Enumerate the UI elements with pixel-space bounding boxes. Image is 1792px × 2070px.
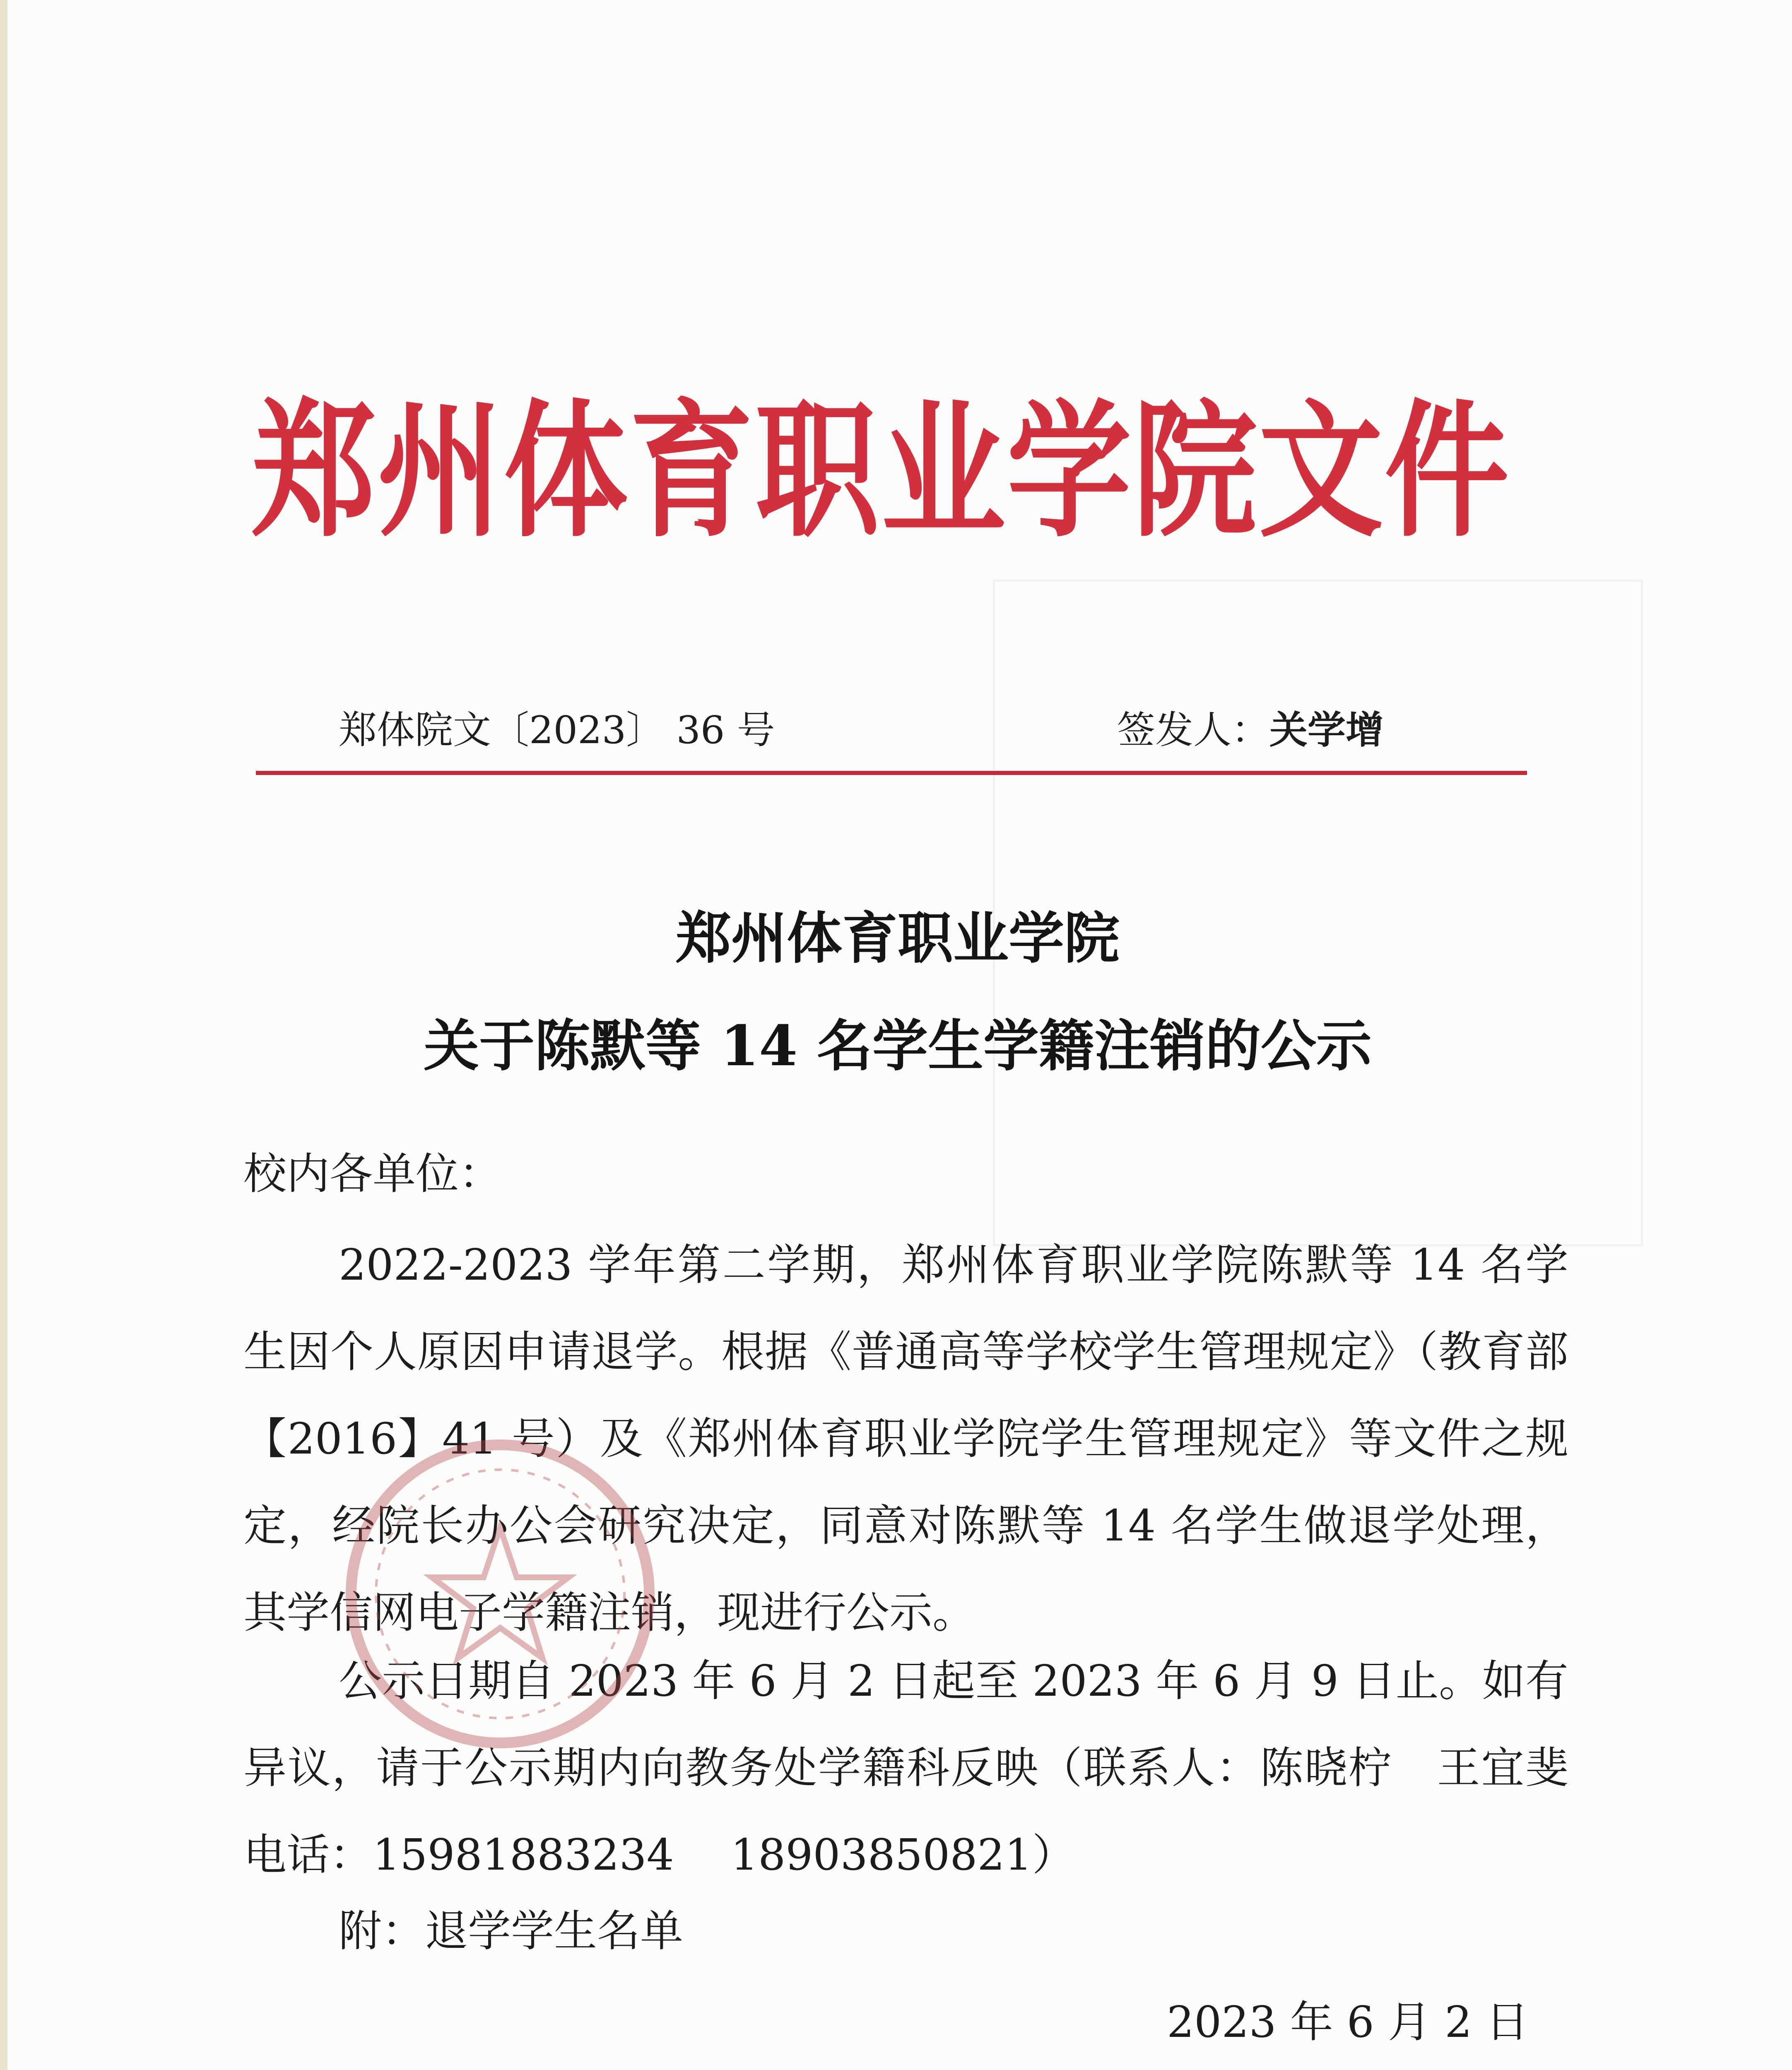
attachment-note: 附：退学学生名单 bbox=[339, 1906, 684, 1956]
signer-label: 签发人： bbox=[1117, 708, 1270, 752]
document-date: 2023 年 6 月 2 日 bbox=[1167, 1997, 1529, 2047]
document-title-line-2: 关于陈默等 14 名学生学籍注销的公示 bbox=[424, 1013, 1372, 1078]
red-divider-rule bbox=[256, 771, 1527, 775]
body-paragraph-1: 2022-2023 学年第二学期，郑州体育职业学院陈默等 14 名学生因个人原因申请退学。根据《普通高等学校学生管理规定》（教育部【2016】41 号）及《郑州体育职业学院学生管理规定》等文件之规定，经院长办公会研究决定，同意对陈默等 14 名学生做退学处理，其学信网电子学籍注销，现进行公示。 bbox=[243, 1240, 1568, 1638]
signer bbox=[1117, 700, 1384, 754]
body-paragraph-2: 公示日期自 2023 年 6 月 2 日起至 2023 年 6 月 9 日止。如有异议，请于公示期内向教务处学籍科反映（联系人：陈晓柠 王宜斐 电话：15981883234 18903850821） bbox=[243, 1656, 1568, 1880]
document-number: 郑体院文〔2023〕 36 号 bbox=[339, 708, 775, 752]
signer-name: 关学增 bbox=[1269, 708, 1384, 752]
salutation: 校内各单位： bbox=[243, 1148, 502, 1199]
document-title-line-1: 郑州体育职业学院 bbox=[675, 905, 1120, 971]
official-seal-icon bbox=[330, 1424, 670, 1764]
document-masthead: 郑州体育职业学院文件 bbox=[252, 386, 1510, 557]
